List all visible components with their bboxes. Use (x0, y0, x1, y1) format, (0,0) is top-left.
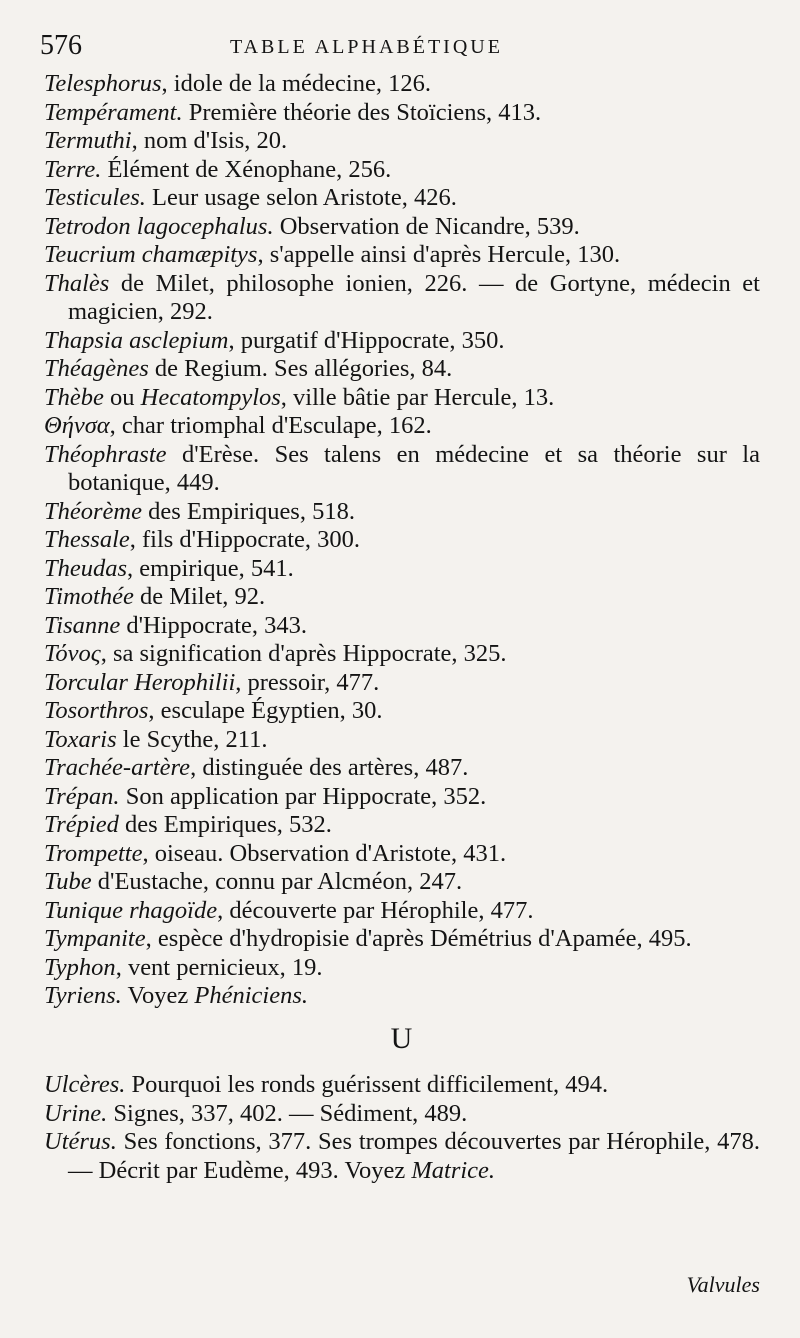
index-entry (44, 440, 767, 498)
index-entry (44, 526, 760, 555)
index-term: Tyriens. (44, 982, 122, 1009)
index-text: , sa signification d'après Hippocrate, 325. (100, 640, 507, 667)
index-term: Toxaris (44, 725, 117, 753)
index-term: Theudas (44, 554, 128, 582)
index-term: Τόνος (44, 640, 101, 667)
index-entry (44, 897, 760, 926)
index-text: , esculape Égyptien, 30. (148, 697, 383, 724)
index-term: Tosorthros (44, 697, 149, 724)
index-term: Matrice. (411, 1156, 496, 1184)
index-text: des Empiriques, 518. (141, 497, 355, 525)
index-term: Théophraste (44, 440, 167, 468)
index-term: Phéniciens. (194, 982, 309, 1009)
index-text: , purgatif d'Hippocrate, 350. (228, 326, 505, 354)
index-text: de Milet, 92. (133, 583, 266, 610)
index-text: Ses fonctions, 377. Ses trompes découvertes par Hérophile, 478. — Décrit par Eudème, 493. Voyez (68, 1128, 767, 1184)
index-section-u (44, 1071, 767, 1185)
index-term: Trépan. (44, 782, 120, 810)
index-term: Tisanne (44, 611, 121, 639)
index-term: Théagènes (44, 355, 149, 382)
index-entry (44, 754, 760, 783)
index-text: , espèce d'hydropisie d'après Démétrius d'Apamée, 495. (145, 925, 692, 952)
index-term: Urine. (44, 1099, 108, 1127)
index-entry (44, 640, 760, 669)
index-term: Trompette (44, 839, 143, 867)
index-term: Trachée-artère (44, 754, 191, 781)
index-section-t (44, 70, 767, 1011)
index-term: Timothée (44, 583, 134, 610)
index-term: Typhon (44, 953, 116, 981)
index-term: Théorème (44, 497, 142, 525)
index-text: , char triomphal d'Esculape, 162. (109, 412, 432, 439)
index-entry (44, 811, 760, 840)
index-entry (44, 327, 760, 356)
index-text: , découverte par Hérophile, 477. (217, 896, 534, 924)
index-text: , fils d'Hippocrate, 300. (129, 526, 361, 553)
index-term: Ulcères. (44, 1071, 126, 1098)
index-text: , vent pernicieux, 19. (115, 953, 323, 981)
index-text: d'Hippocrate, 343. (120, 611, 308, 639)
index-text: Observation de Nicandre, 539. (273, 212, 580, 240)
index-term: Termuthi (44, 127, 132, 154)
index-term: Torcular Herophilii (44, 668, 236, 696)
index-entry (44, 840, 760, 869)
index-text: Pourquoi les ronds guérissent difficilement, 494. (125, 1071, 609, 1098)
index-term: Utérus. (44, 1128, 117, 1155)
index-term: Tempérament. (44, 98, 183, 126)
index-entry (44, 726, 760, 755)
index-term: Tympanite (44, 925, 146, 952)
index-text: , oiseau. Observation d'Aristote, 431. (142, 839, 507, 867)
index-text: Première théorie des Stoïciens, 413. (182, 98, 542, 126)
index-text: , s'appelle ainsi d'après Hercule, 130. (257, 241, 621, 268)
running-head: TABLE ALPHABÉTIQUE (230, 36, 503, 58)
index-text: Leur usage selon Aristote, 426. (145, 184, 457, 211)
index-entry (44, 184, 760, 213)
index-entry (44, 498, 760, 527)
index-entry (44, 269, 767, 327)
index-entry (44, 612, 760, 641)
index-entry (44, 583, 760, 612)
page-header (40, 30, 760, 66)
index-term: Tube (44, 868, 92, 895)
index-text: Son application par Hippocrate, 352. (119, 782, 487, 810)
index-entry (44, 99, 760, 128)
index-entry (44, 127, 760, 156)
index-entry (44, 697, 760, 726)
index-entry (44, 982, 760, 1011)
index-term: Tunique rhagoïde (44, 896, 218, 924)
section-letter: U (390, 1021, 414, 1055)
index-text: , pressoir, 477. (235, 668, 380, 696)
index-entry (44, 355, 760, 384)
index-entry (44, 1100, 760, 1129)
index-entry (44, 412, 760, 441)
index-entry (44, 925, 760, 954)
index-entry (44, 783, 760, 812)
index-entry (44, 1128, 767, 1185)
index-text: , nom d'Isis, 20. (131, 127, 288, 154)
index-entry (44, 156, 760, 185)
index-text: des Empiriques, 532. (118, 811, 332, 838)
index-term: Thèbe (44, 383, 104, 411)
index-entry (44, 954, 760, 983)
index-text: de Milet, philosophe ionien, 226. — de Gortyne, médecin et magicien, 292. (68, 269, 767, 325)
index-term: Thapsia asclepium (44, 326, 229, 354)
index-text: d'Erèse. Ses talens en médecine et sa théorie sur la botanique, 449. (68, 440, 767, 496)
index-text: , distinguée des artères, 487. (190, 754, 469, 781)
index-text: , ville bâtie par Hercule, 13. (280, 383, 555, 411)
page-number: 576 (40, 30, 82, 61)
index-text: Élément de Xénophane, 256. (101, 155, 392, 183)
index-term: Thessale (44, 526, 130, 553)
index-term: Hecatompylos (140, 383, 281, 411)
index-text: , idole de la médecine, 126. (161, 70, 431, 97)
index-entry (44, 241, 760, 270)
index-text: Signes, 337, 402. — Sédiment, 489. (107, 1099, 468, 1127)
index-term: Testicules. (44, 184, 146, 211)
index-term: Trépied (44, 811, 119, 838)
catchword: Valvules (686, 1272, 760, 1297)
index-text: Voyez (121, 982, 195, 1009)
index-term: Tetrodon lagocephalus. (44, 212, 274, 240)
index-text: , empirique, 541. (127, 554, 294, 582)
index-term: Θήνσα (44, 412, 110, 439)
index-entry (44, 213, 760, 242)
index-term: Terre. (44, 155, 102, 183)
index-entry (44, 70, 760, 99)
index-text: d'Eustache, connu par Alcméon, 247. (91, 868, 463, 895)
index-term: Teucrium chamæpitys (44, 241, 258, 268)
index-entries (44, 70, 767, 1185)
index-entry (44, 555, 760, 584)
index-term: Thalès (44, 269, 110, 297)
index-text: le Scythe, 211. (116, 725, 268, 753)
index-text: de Regium. Ses allégories, 84. (148, 355, 453, 382)
index-entry (44, 669, 760, 698)
index-entry (44, 868, 760, 897)
index-entry (44, 384, 760, 413)
index-term: Telesphorus (44, 70, 162, 97)
index-text: ou (103, 383, 141, 411)
index-entry (44, 1071, 760, 1100)
